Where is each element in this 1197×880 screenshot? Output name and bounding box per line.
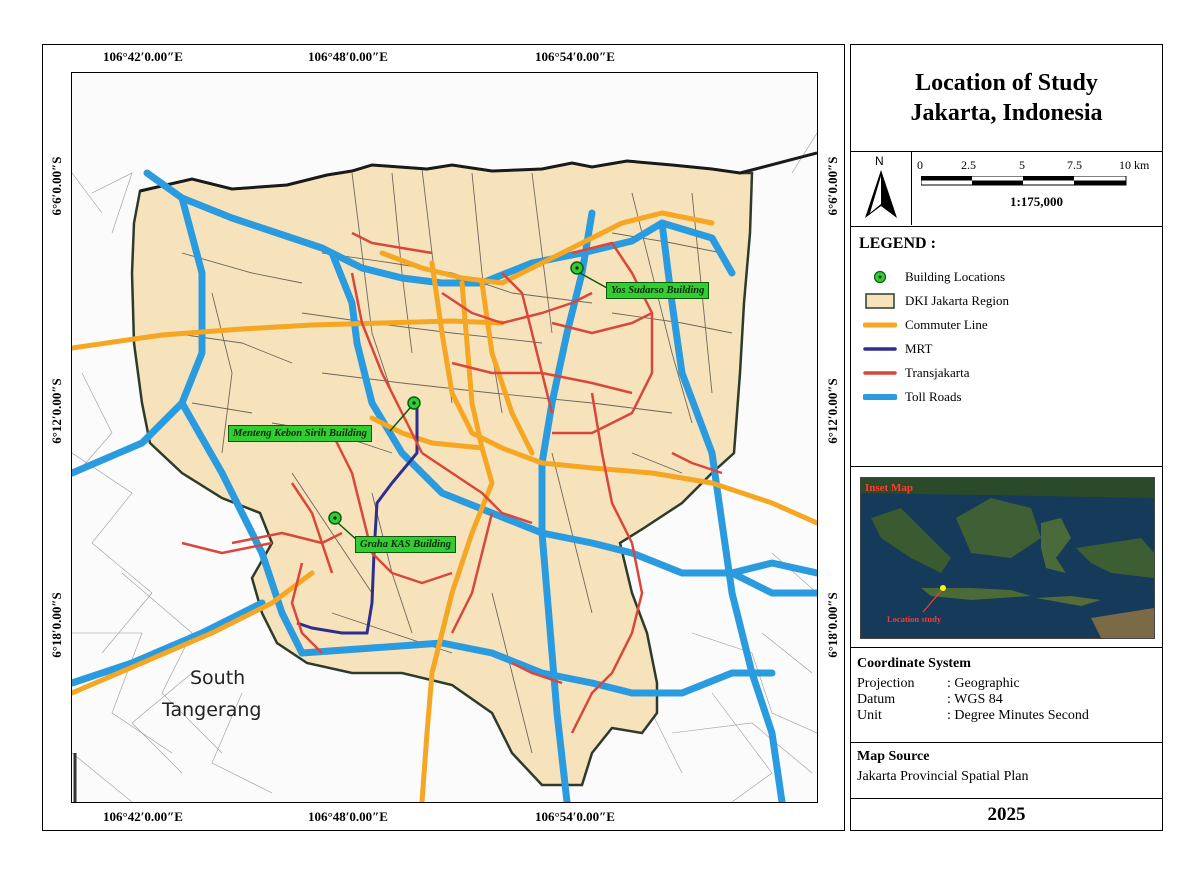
coord-bottom-1: 106°42′0.00″E [103,809,183,824]
coordinate-system-title: Coordinate System [857,656,971,671]
legend-label-mrt: MRT [905,341,933,356]
scale-label-2-5: 2.5 [961,158,976,172]
cs-row-unit: Unit : Degree Minutes Second [857,708,1089,723]
inset-section [851,467,1162,648]
scale-bar-labels [919,158,1159,172]
legend-section [851,227,1162,467]
coord-top-3: 106°54′0.00″E [535,49,615,64]
legend-label-toll: Toll Roads [905,389,962,404]
map-title-line2: Jakarta, Indonesia [910,100,1103,126]
scale-label-10km: 10 km [1119,158,1150,172]
map-frame [42,44,845,831]
cs-row-datum: Datum : WGS 84 [857,692,1003,707]
scale-label-7-5: 7.5 [1067,158,1082,172]
inset-location-label: Location study [887,614,942,624]
map-source-title: Map Source [857,749,930,764]
label-yos-sudarso: Yos Sudarso Building [606,282,709,299]
place-label-tangerang: Tangerang [162,699,262,721]
coord-top-1: 106°42′0.00″E [103,49,183,64]
map-canvas[interactable] [71,72,818,803]
label-menteng-kebon-sirih: Menteng Kebon Sirih Building [228,425,372,442]
legend-item-region [861,293,1009,309]
transjakarta-line-icon [861,369,899,377]
coord-top-2: 106°48′0.00″E [308,49,388,64]
scale-section [851,152,1162,227]
legend-title: LEGEND : [859,235,936,252]
coord-left-1: 6°6′0.00″S [49,156,64,216]
coord-bottom-3: 106°54′0.00″E [535,809,615,824]
scale-bar [921,176,1127,186]
coord-right-2: 6°12′0.00″S [825,378,840,444]
coord-bottom-2: 106°48′0.00″E [308,809,388,824]
coord-right-1: 6°6′0.00″S [825,156,840,216]
mrt-line-icon [861,345,899,353]
legend-item-mrt [861,341,932,357]
map-source-text: Jakarta Provincial Spatial Plan [857,769,1029,784]
toll-road-icon [861,392,899,402]
legend-item-commuter [861,317,988,333]
legend-label-region: DKI Jakarta Region [905,293,1009,308]
legend-item-transjakarta [861,365,970,381]
label-graha-kas: Graha KAS Building [355,536,456,553]
north-arrow-box [851,152,912,225]
coord-right-3: 6°18′0.00″S [825,592,840,658]
scale-label-5: 5 [1019,158,1025,172]
year-section [851,799,1162,830]
region-swatch-icon [861,293,899,309]
map-title-line1: Location of Study [915,70,1098,96]
map-source-section [851,743,1162,799]
north-arrow-icon [861,168,901,222]
legend-label-transjakarta: Transjakarta [905,365,970,380]
inset-map[interactable] [860,477,1155,639]
scale-label-0: 0 [917,158,923,172]
map-info-panel [850,44,1163,831]
map-year: 2025 [987,803,1026,825]
scale-ratio: 1:175,000 [1009,194,1064,209]
legend-item-buildings [861,269,1005,285]
study-location-dot [940,585,946,591]
commuter-line-icon [861,321,899,329]
coord-left-3: 6°18′0.00″S [49,592,64,658]
legend-item-toll [861,389,962,405]
building-location-icon [861,270,899,284]
coordinate-system-section [851,648,1162,743]
coord-left-2: 6°12′0.00″S [49,378,64,444]
north-label: N [875,154,884,168]
map-graphic [72,73,817,802]
cs-row-projection: Projection : Geographic [857,676,1020,691]
legend-label-commuter: Commuter Line [905,317,988,332]
inset-title: Inset Map [865,482,913,494]
title-section [851,45,1162,152]
legend-label-buildings: Building Locations [905,269,1006,284]
place-label-south: South [190,667,246,689]
